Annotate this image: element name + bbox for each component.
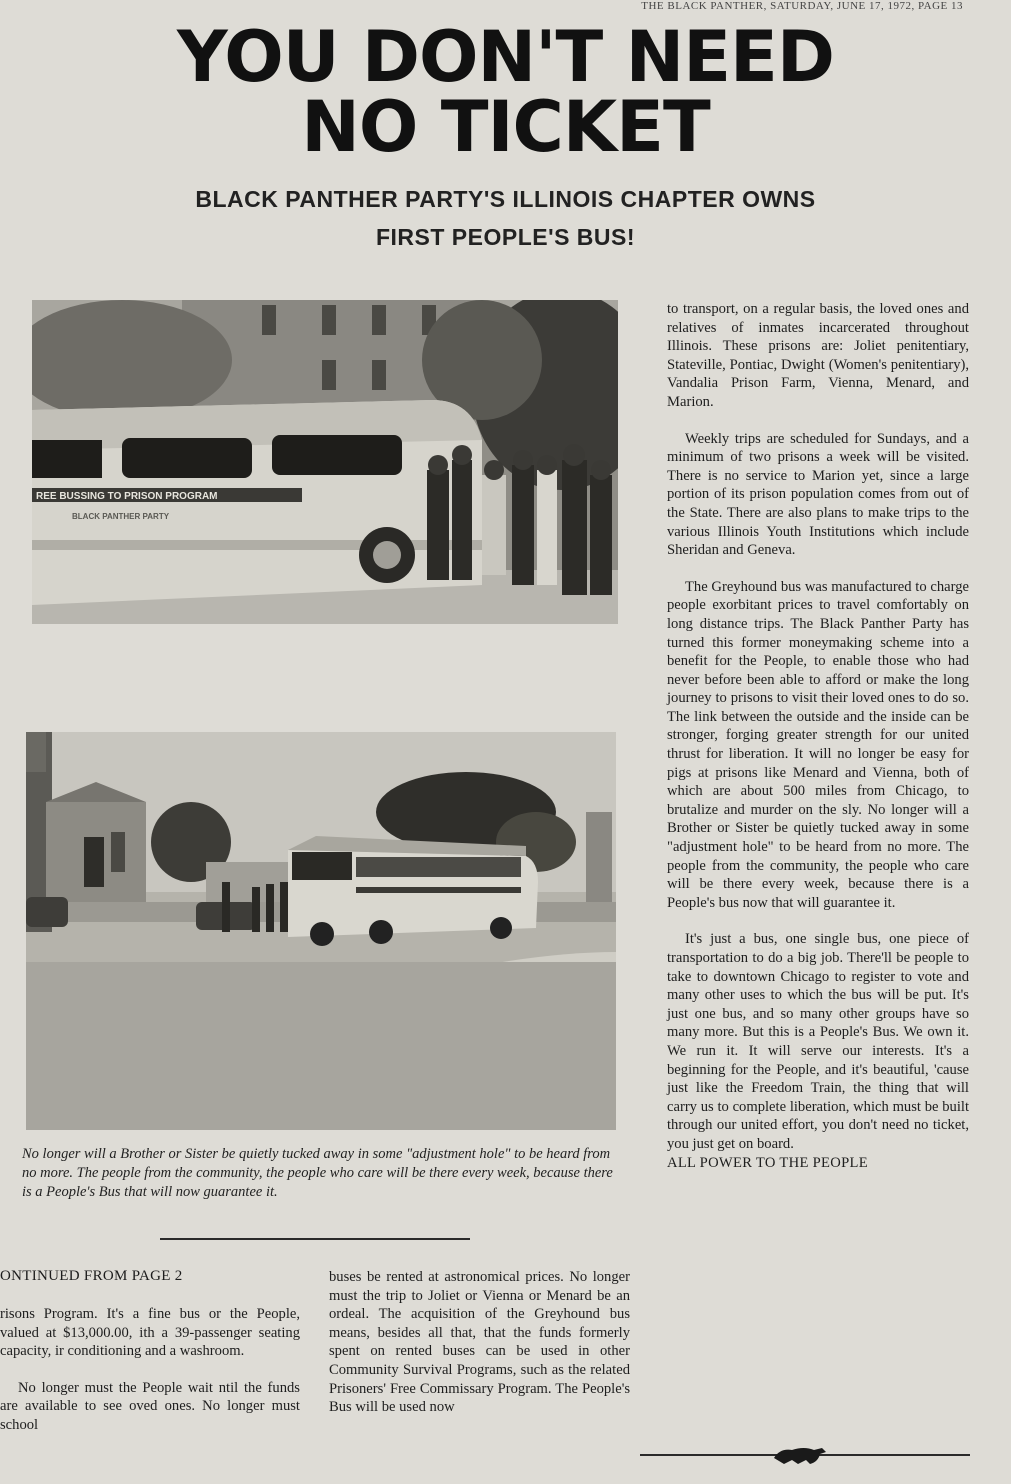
left-column — [0, 1305, 300, 1453]
closing-slogan: ALL POWER TO THE PEOPLE — [667, 1154, 868, 1171]
left-paragraph-2: No longer must the People wait ntil the funds are available to see oved ones. No longer must school — [0, 1379, 300, 1433]
photo-caption: No longer will a Brother or Sister be quietly tucked away in some "adjustment hole" to be heard from no more. The people from the community, the people who care will be there every week, because there is a People's Bus that will now guarantee it. — [22, 1146, 613, 1200]
right-paragraph-4: It's just a bus, one single bus, one piece of transportation to do a big job. There'll be people to take to downtown Chicago to register to vote and many other uses to which the bus will be put. It's just one bus, and so many other groups have so many more. But this is a People's Bus. We own it. We run it. It will serve our interests. It's a beginning for the People, and it's beautiful, 'cause just like the Freedom Train, the thing that will carry us to complete liberation, which must be built through our united effort, you don't need no ticket, you just get on board. — [667, 931, 969, 1152]
masthead: THE BLACK PANTHER, SATURDAY, JUNE 17, 1972, PAGE 13 — [641, 0, 963, 12]
right-paragraph-3: The Greyhound bus was manufactured to charge people exorbitant prices to travel comfortably on long distance trips. The Black Panther Party has turned this former moneymaking scheme into a benefit for the People, to enable those who had never before been able to afford or make the long journey to prisons to visit their loved ones to do so. The link between the outside and the inside can be stronger, forging greater strength for our united thrust for liberation. It will no longer be easy for pigs at prisons like Menard and Vienna, both of which are about 500 miles from Chicago, to brutalize and murder on the sly. No longer will a Brother or Sister be quietly tucked away in some "adjustment hole" to be heard from no more. The people from the community, the people who care will be there every week, because there is a People's bus now that will guarantee it. — [667, 578, 969, 911]
photo-bus-turning — [26, 732, 616, 1130]
subhead-line-1: BLACK PANTHER PARTY'S ILLINOIS CHAPTER OWNS — [195, 186, 816, 212]
middle-column — [329, 1268, 630, 1435]
headline — [0, 16, 1011, 168]
panther-logo-icon — [770, 1440, 830, 1468]
bus-side-subtext: BLACK PANTHER PARTY — [72, 512, 170, 521]
right-column — [667, 300, 969, 1172]
right-paragraph-2: Weekly trips are scheduled for Sundays, and a minimum of two prisons a week will be visited. There is no service to Marion yet, since a large portion of its prison population comes from out of the State. There are also plans to make trips to the various Illinois Youth Institutions which include Sheridan and Geneva. — [667, 430, 969, 559]
bus-side-text: REE BUSSING TO PRISON PROGRAM — [36, 491, 218, 502]
right-paragraph-1: to transport, on a regular basis, the loved ones and relatives of inmates incarcerated throughout Illinois. These prisons are: Joliet penitentiary, Stateville, Pontiac, Dwight (Women's penitentiary), Vandalia Prison Farm, Vienna, Menard, and Marion. — [667, 301, 969, 410]
subhead — [0, 180, 1011, 256]
left-paragraph-1: risons Program. It's a fine bus or the People, valued at $13,000.00, ith a 39-passenger seating capacity, ir conditioning and a washroom. — [0, 1306, 300, 1360]
caption-rule — [160, 1238, 470, 1240]
photo-bus-boarding-graphic — [32, 300, 618, 624]
photo-bus-boarding — [32, 300, 618, 624]
headline-line-1: YOU DON'T NEED — [177, 16, 834, 98]
subhead-line-2: FIRST PEOPLE'S BUS! — [375, 224, 636, 250]
photo-bus-turning-graphic — [26, 732, 616, 1130]
headline-line-2: NO TICKET — [301, 86, 710, 168]
middle-paragraph: buses be rented at astronomical prices. No longer must the trip to Joliet or Vienna or Menard be an ordeal. The acquisition of the Greyhound bus means, besides all that, that the funds formerly spent on rented buses can be used in other Community Survival Programs, such as the related Prisoners' Free Commissary Program. The People's Bus will be used now — [329, 1269, 630, 1416]
continued-header: ONTINUED FROM PAGE 2 — [0, 1268, 183, 1284]
